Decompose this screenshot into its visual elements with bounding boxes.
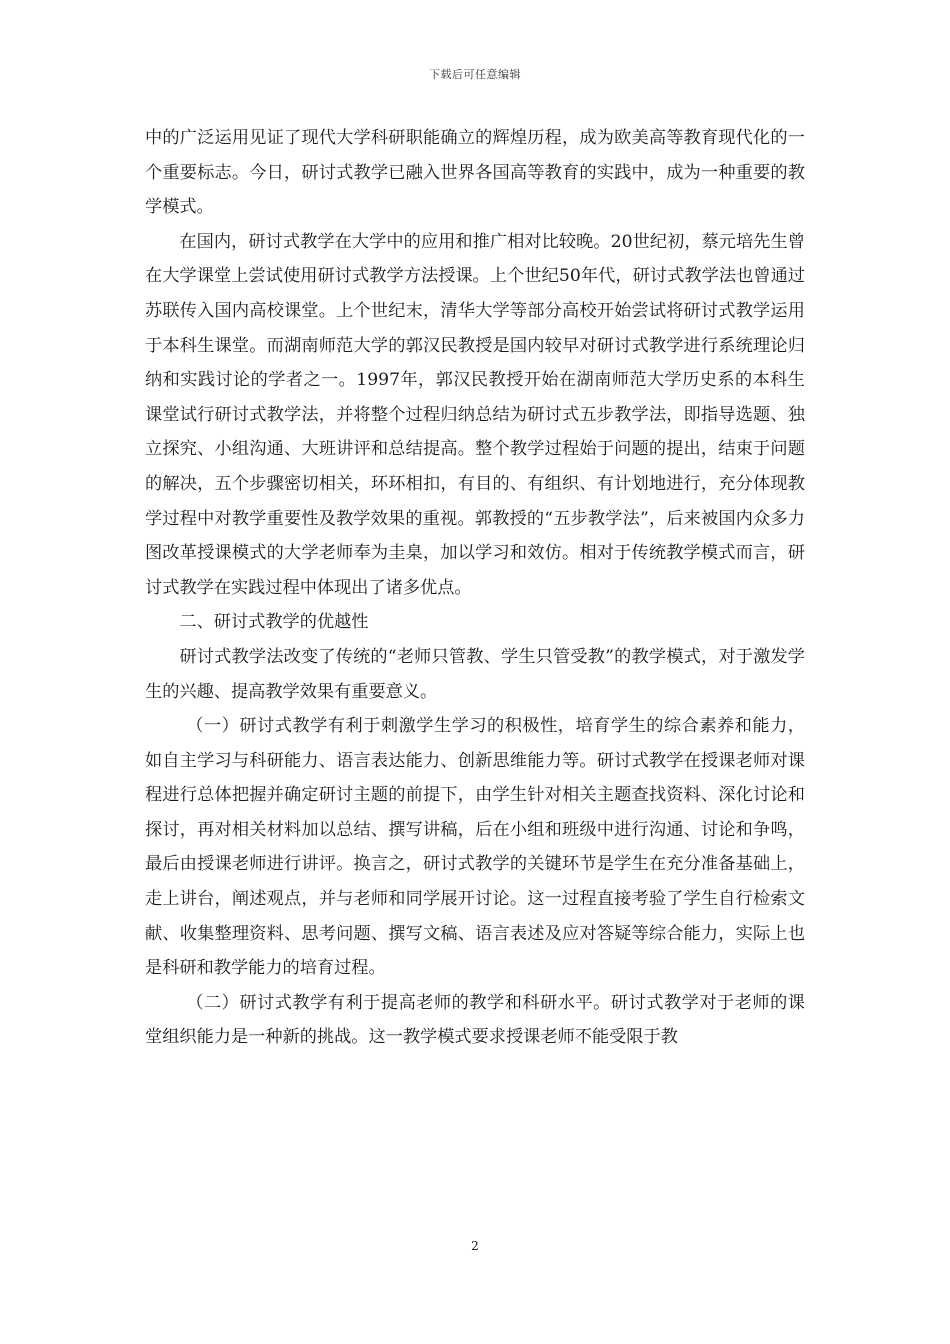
paragraph-advantage-one: （一）研讨式教学有利于刺激学生学习的积极性，培育学生的综合素养和能力，如自主学习与科研能力、语言表达能力、创新思维能力等。研讨式教学在授课老师对课程进行总体把握并确定研讨主题的前提下，由学生针对相关主题查找资料、深化讨论和探讨，再对相关材料加以总结、撰写讲稿，后在小组和班级中进行沟通、讨论和争鸣，最后由授课老师进行讲评。换言之，研讨式教学的关键环节是学生在充分准备基础上，走上讲台，阐述观点，并与老师和同学展开讨论。这一过程直接考验了学生自行检索文献、收集整理资料、思考问题、撰写文稿、语言表述及应对答疑等综合能力，实际上也是科研和教学能力的培育过程。 bbox=[145, 716, 805, 979]
paragraph-domestic-history: 在国内，研讨式教学在大学中的应用和推广相对比较晚。20世纪初，蔡元培先生曾在大学课堂上尝试使用研讨式教学方法授课。上个世纪50年代，研讨式教学法也曾通过苏联传入国内高校课堂。上个世纪末，清华大学等部分高校开始尝试将研讨式教学运用于本科生课堂。而湖南师范大学的郭汉民教授是国内较早对研讨式教学进行系统理论归纳和实践讨论的学者之一。1997年，郭汉民教授开始在湖南师范大学历史系的本科生课堂试行研讨式教学法，并将整个过程归纳总结为研讨式五步教学法，即指导选题、独立探究、小组沟通、大班讲评和总结提高。整个教学过程始于问题的提出，结束于问题的解决，五个步骤密切相关，环环相扣，有目的、有组织、有计划地进行，充分体现教学过程中对教学重要性及教学效果的重视。郭教授的“五步教学法”，后来被国内众多力图改革授课模式的大学老师奉为圭臬，加以学习和效仿。相对于传统教学模式而言，研讨式教学在实践过程中体现出了诸多优点。 bbox=[145, 231, 805, 598]
paragraph-continued: 中的广泛运用见证了现代大学科研职能确立的辉煌历程，成为欧美高等教育现代化的一个重要标志。今日，研讨式教学已融入世界各国高等教育的实践中，成为一种重要的教学模式。 bbox=[145, 128, 805, 218]
page-header: 下载后可任意编辑 bbox=[429, 68, 521, 81]
paragraph-intro-advantages: 研讨式教学法改变了传统的“老师只管教、学生只管受教”的教学模式，对于激发学生的兴趣、提高教学效果有重要意义。 bbox=[145, 646, 805, 702]
paragraph-advantage-two: （二）研讨式教学有利于提高老师的教学和科研水平。研讨式教学对于老师的课堂组织能力是一种新的挑战。这一教学模式要求授课老师不能受限于教 bbox=[145, 992, 805, 1048]
document-body bbox=[145, 121, 805, 1055]
page-number: 2 bbox=[471, 1239, 479, 1253]
section-heading: 二、研讨式教学的优越性 bbox=[179, 612, 369, 633]
